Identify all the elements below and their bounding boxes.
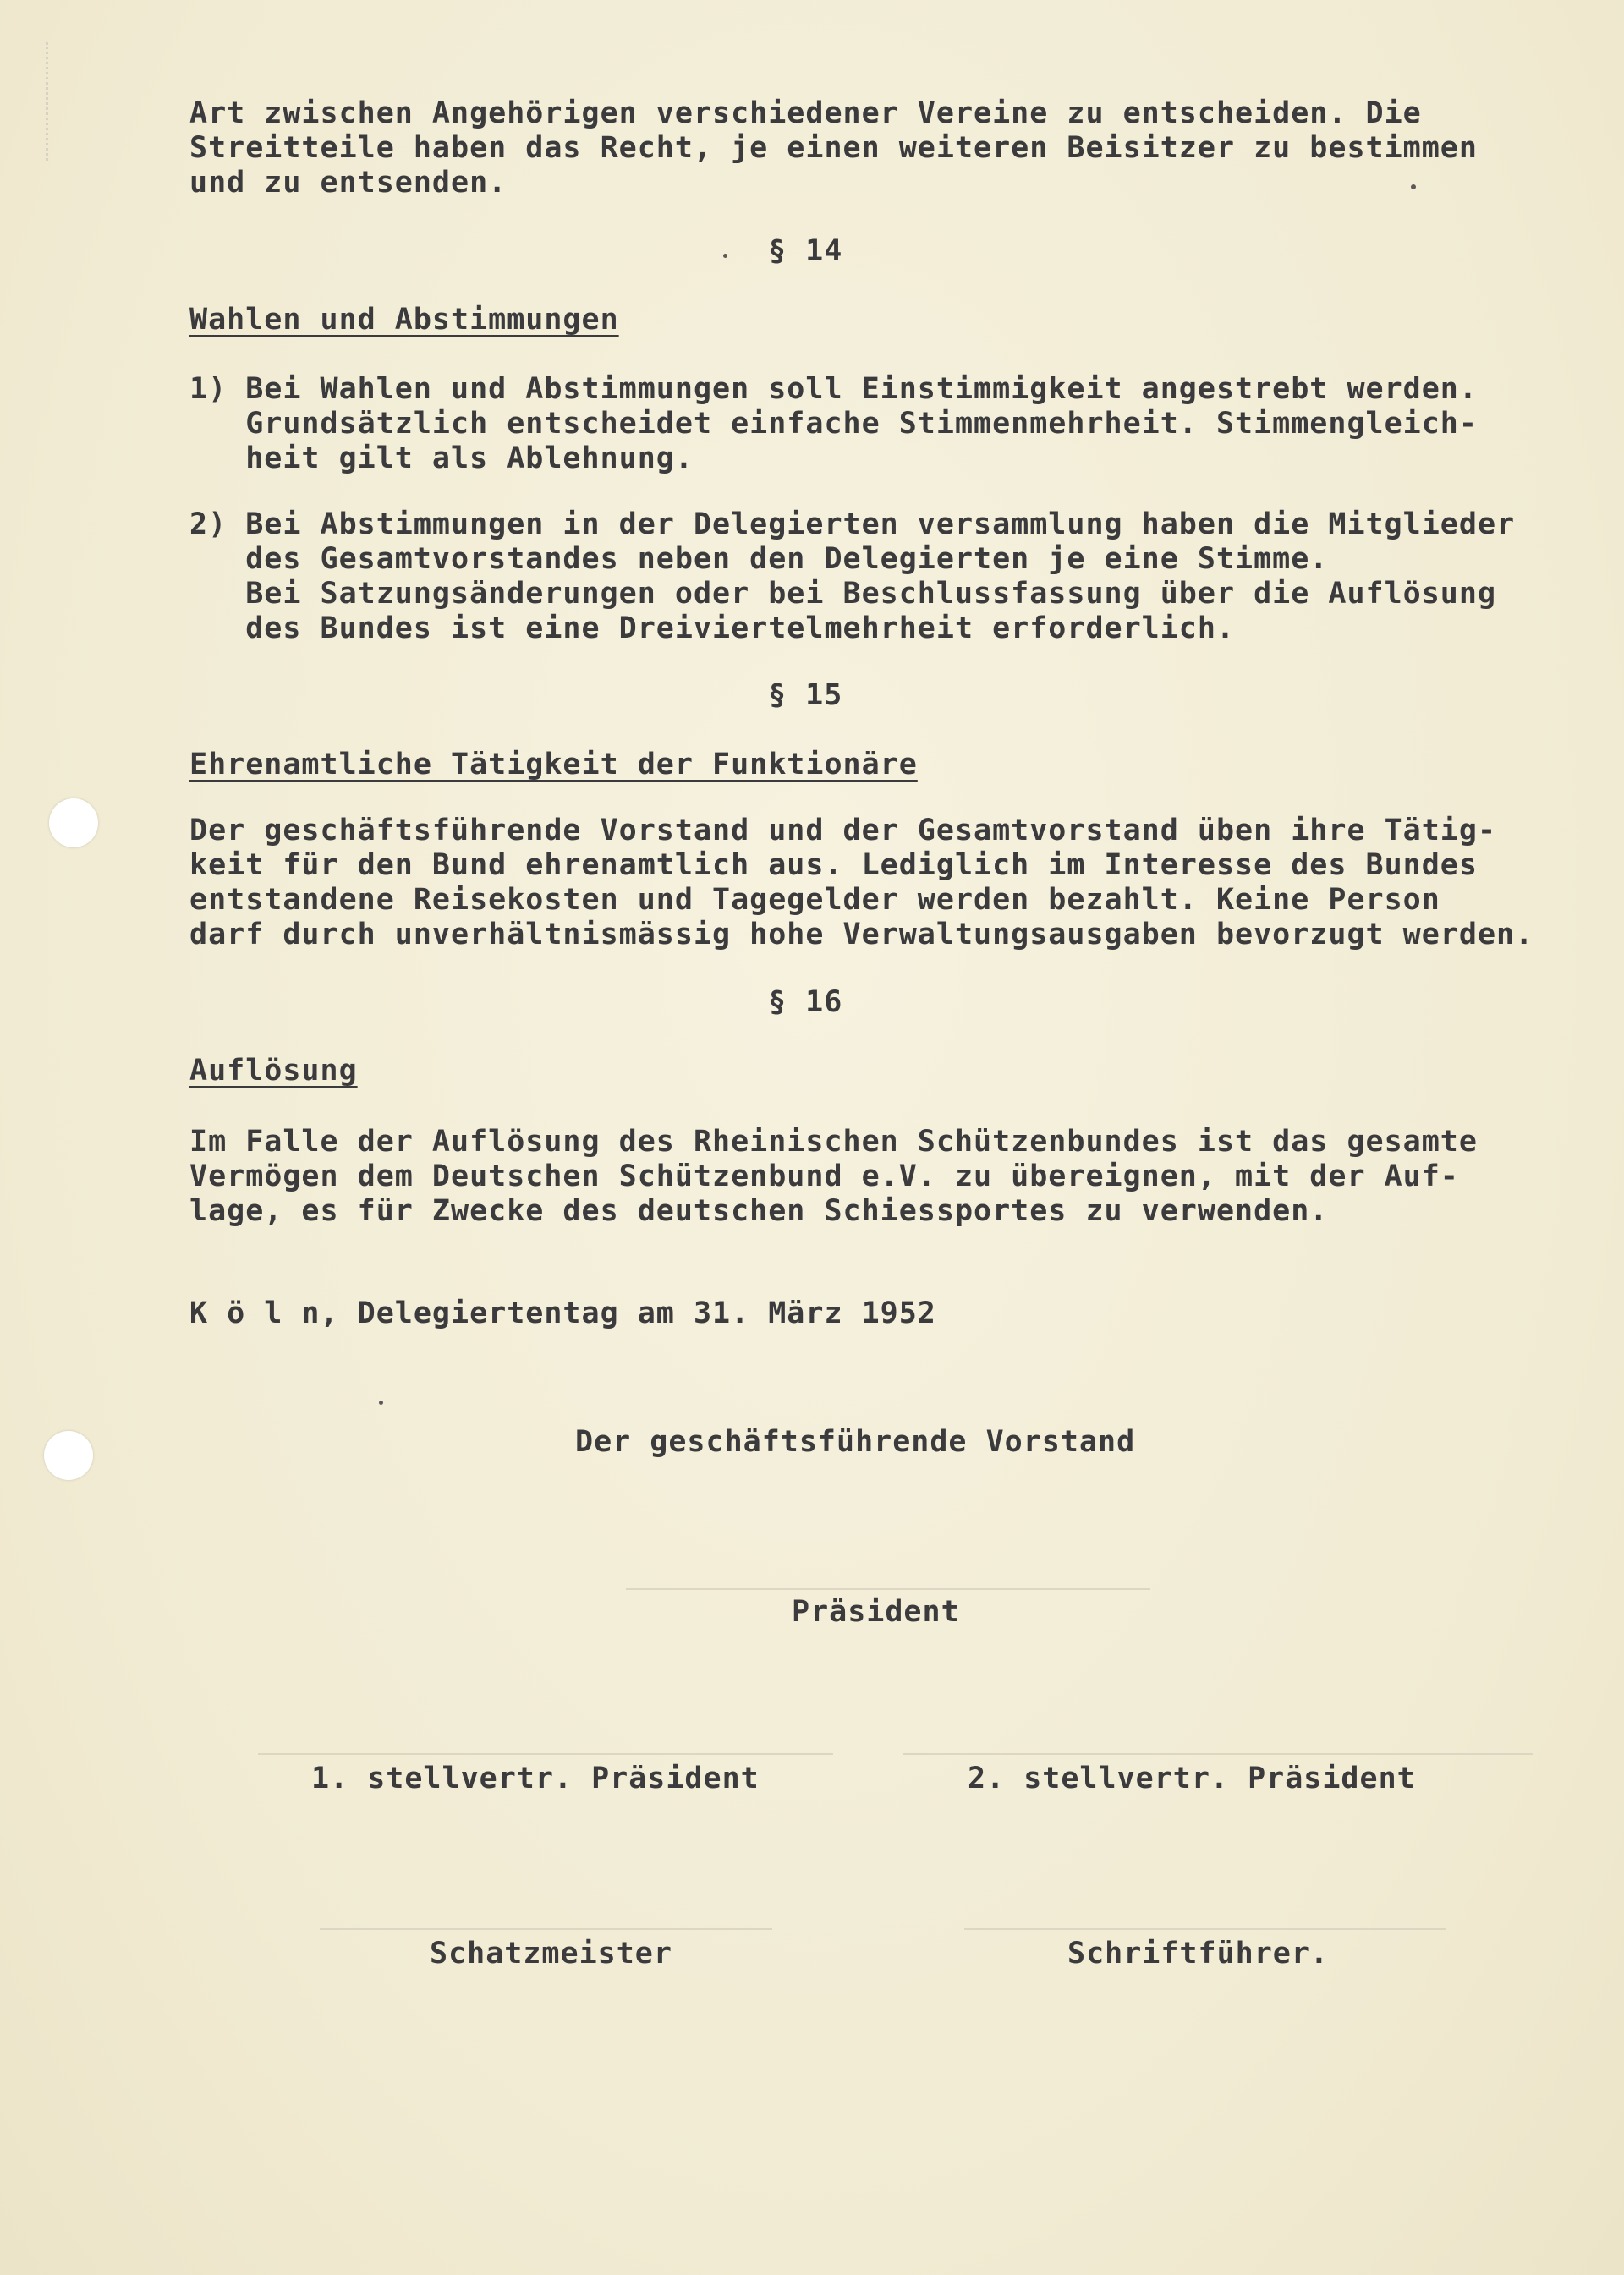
stray-mark (1411, 184, 1416, 189)
signature-line-secretary (964, 1928, 1446, 1930)
text-line: entstandene Reisekosten und Tagegelder werden bezahlt. Keine Person (189, 883, 1440, 917)
stray-mark (379, 1401, 383, 1405)
section-heading: Auflösung (189, 1054, 358, 1088)
section-paragraph (189, 372, 1610, 476)
text-line: Grundsätzlich entscheidet einfache Stimmenmehrheit. Stimmengleich- (189, 407, 1478, 441)
text-line: keit für den Bund ehrenamtlich aus. Lediglich im Interesse des Bundes (189, 848, 1478, 882)
text-line: heit gilt als Ablehnung. (189, 441, 694, 475)
section-heading: Wahlen und Abstimmungen (189, 303, 619, 337)
place-date: K ö l n, Delegiertentag am 31. März 1952 (189, 1296, 936, 1330)
stray-mark (723, 254, 727, 258)
intro-paragraph (189, 96, 1610, 200)
signature-line-vice-1 (258, 1753, 833, 1755)
text-line: und zu entsenden. (189, 166, 508, 200)
text-line: Art zwischen Angehörigen verschiedener Vereine zu entscheiden. Die (189, 96, 1422, 130)
signature-vice-1: 1. stellvertr. Präsident (311, 1762, 760, 1795)
signature-line-treasurer (320, 1928, 772, 1930)
signature-treasurer: Schatzmeister (430, 1937, 672, 1971)
signature-president: Präsident (792, 1595, 960, 1629)
text-line: 1) Bei Wahlen und Abstimmungen soll Einstimmigkeit angestrebt werden. (189, 372, 1478, 406)
text-line: des Bundes ist eine Dreiviertelmehrheit erforderlich. (189, 611, 1236, 645)
text-line: Der geschäftsführende Vorstand und der Gesamtvorstand üben ihre Tätig- (189, 814, 1497, 847)
section-heading: Ehrenamtliche Tätigkeit der Funktionäre (189, 748, 918, 781)
text-line: Streitteile haben das Recht, je einen weiteren Beisitzer zu bestimmen (189, 131, 1478, 165)
signature-secretary: Schriftführer. (1067, 1937, 1330, 1971)
text-line: lage, es für Zwecke des deutschen Schiessportes zu verwenden. (189, 1194, 1329, 1228)
text-line: darf durch unverhältnismässig hohe Verwaltungsausgaben bevorzugt werden. (189, 918, 1534, 951)
text-line: Im Falle der Auflösung des Rheinischen Schützenbundes ist das gesamte (189, 1125, 1478, 1159)
text-line: Bei Satzungsänderungen oder bei Beschlussfassung über die Auflösung (189, 577, 1497, 611)
signature-line-vice-2 (903, 1753, 1533, 1755)
board-title: Der geschäftsführende Vorstand (575, 1425, 1136, 1459)
section-paragraph (189, 1125, 1610, 1229)
section-paragraph (189, 814, 1610, 952)
text-line: des Gesamtvorstandes neben den Delegierten je eine Stimme. (189, 542, 1329, 576)
page-edge-marks (46, 42, 55, 161)
section-number: § 16 (768, 985, 843, 1019)
section-number: § 14 (768, 234, 843, 268)
section-number: § 15 (768, 678, 843, 712)
text-line: 2) Bei Abstimmungen in der Delegierten versammlung haben die Mitglieder (189, 507, 1516, 541)
section-paragraph (189, 507, 1610, 646)
punch-hole-upper (49, 798, 98, 847)
signature-line-president (626, 1588, 1150, 1590)
punch-hole-lower (44, 1431, 93, 1480)
text-line: Vermögen dem Deutschen Schützenbund e.V. zu übereignen, mit der Auf- (189, 1159, 1459, 1193)
signature-vice-2: 2. stellvertr. Präsident (968, 1762, 1416, 1795)
